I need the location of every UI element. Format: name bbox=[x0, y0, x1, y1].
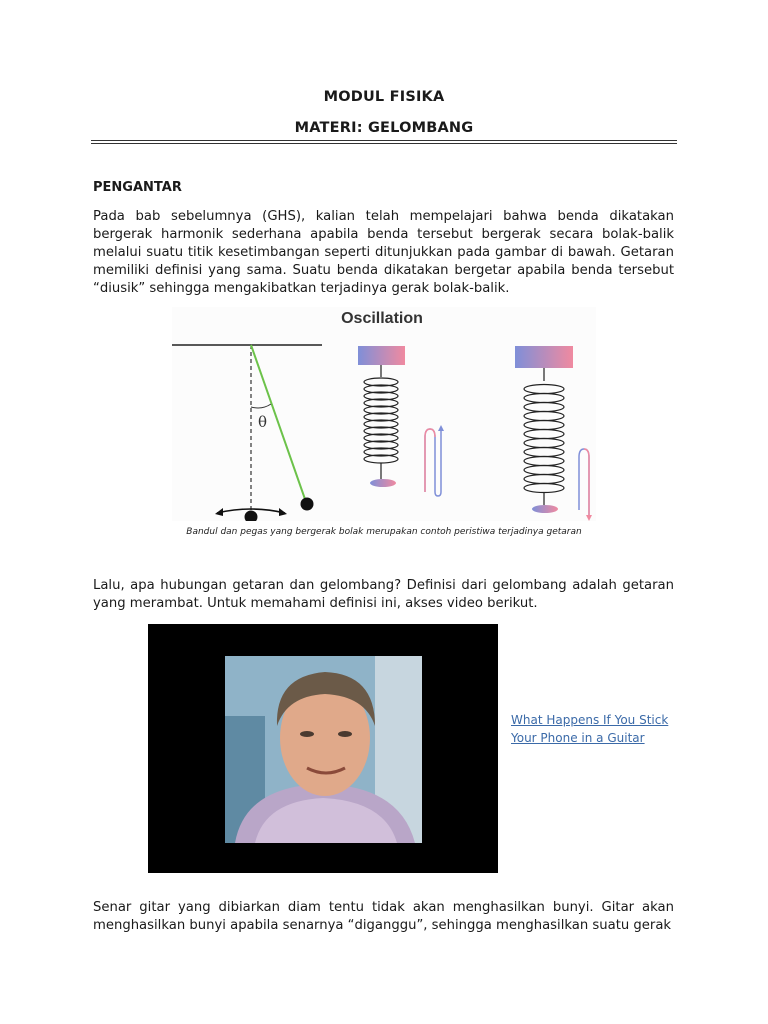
spring2-motion-trace bbox=[579, 449, 589, 517]
header-divider-bottom bbox=[91, 143, 677, 144]
figure-title: Oscillation bbox=[341, 310, 423, 327]
module-title: MODUL FISIKA bbox=[323, 89, 445, 105]
intro-paragraph: Pada bab sebelumnya (GHS), kalian telah mempelajari bahwa benda dikatakan bergerak harmonik sederhana apabila benda tersebut bergerak secara bolak-balik melalui suatu titik kesetimbangan seperti ditunjukkan pada gambar di bawah. Getaran memiliki definisi yang sama. Suatu benda dikatakan bergetar apabila benda tersebut “diusik” sehingga mengakibatkan terjadinya gerak bolak-balik. bbox=[93, 209, 674, 296]
header-divider-top bbox=[91, 140, 677, 141]
spring1-motion-trace bbox=[425, 429, 441, 496]
guitar-paragraph: Senar gitar yang dibiarkan diam tentu tidak akan menghasilkan bunyi. Gitar akan menghasilkan bunyi apabila senarnya “diganggu”, sehingga menghasilkan suatu gerak bbox=[93, 900, 674, 933]
spring1-mass bbox=[370, 479, 396, 487]
angle-arc bbox=[251, 404, 271, 408]
spring2-mass bbox=[532, 505, 558, 513]
section-heading-pengantar: PENGANTAR bbox=[93, 180, 182, 195]
oscillation-figure bbox=[172, 307, 596, 521]
spring2-coil bbox=[524, 385, 564, 493]
pendulum-bob bbox=[301, 498, 314, 511]
spring1-coil bbox=[364, 378, 398, 463]
oscillation-illustration bbox=[172, 307, 596, 521]
module-subtitle: MATERI: GELOMBANG bbox=[294, 120, 474, 136]
video-link[interactable]: What Happens If You Stick Your Phone in a Guitar bbox=[511, 713, 669, 745]
angle-theta-label: θ bbox=[258, 413, 268, 431]
pendulum-bob-rest bbox=[245, 511, 258, 522]
wave-paragraph: Lalu, apa hubungan getaran dan gelombang? Definisi dari gelombang adalah getaran yang merambat. Untuk memahami definisi ini, akses video berikut. bbox=[93, 578, 674, 611]
spring1-mount bbox=[358, 346, 405, 365]
figure-caption: Bandul dan pegas yang bergerak bolak merupakan contoh peristiwa terjadinya getaran bbox=[186, 527, 582, 537]
spring2-mount bbox=[515, 346, 573, 368]
video-thumbnail[interactable] bbox=[225, 656, 422, 843]
presenter-portrait bbox=[225, 656, 422, 843]
video-player[interactable] bbox=[148, 624, 498, 873]
